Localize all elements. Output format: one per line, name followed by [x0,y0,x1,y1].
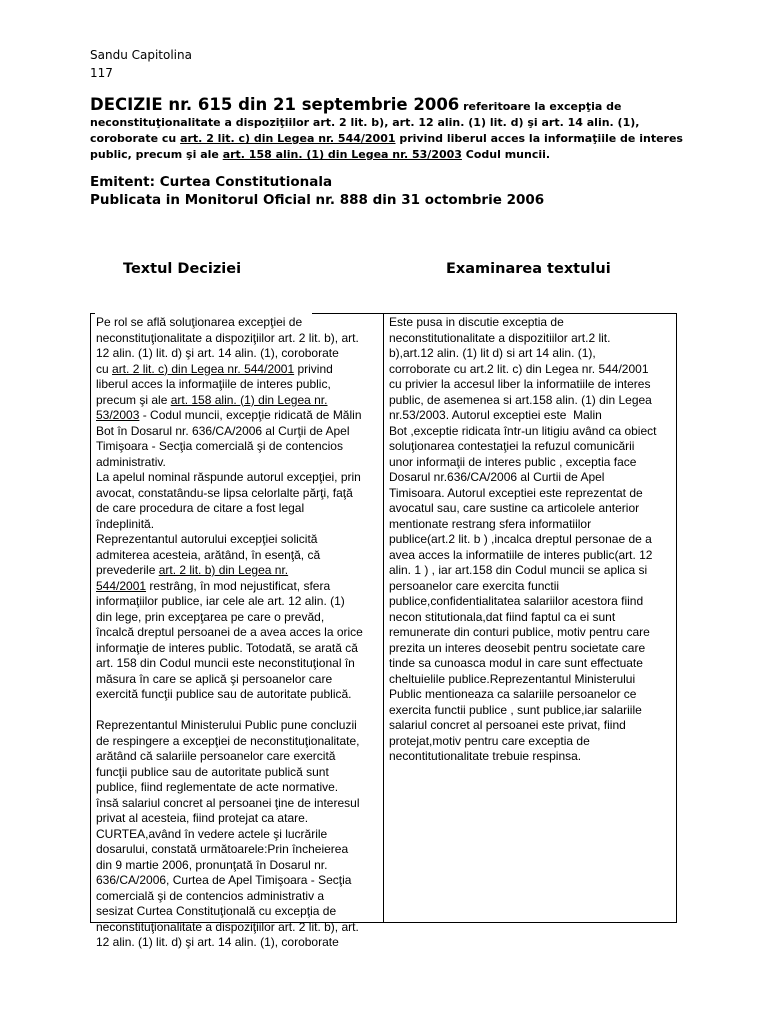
decision-paragraph: - Codul muncii, excepţie ridicată de Mălin Bot în Dosarul nr. 636/CA/2006 al Curţii de Apel Timişoara - Secţia comercială şi de contencios administrativ. La apelul nominal răspunde autorul excepţiei, prin avocat, constatându-se lipsa celorlalte părţi, faţă de care procedura de citare a fost legal îndeplinită. Reprezentantul autorului excepţiei solicită admiterea acesteia, arătând, în esenţă, că prevederile [96,408,362,577]
table-border [90,313,95,314]
law-reference-link[interactable]: art. 2 lit. b) din Legea nr. 544/2001 [96,563,289,593]
decision-paragraph: Pe rol se află soluţionarea excepţiei de neconstituţionalitate a dispoziţiilor art. 2 lit. b), art. 12 alin. (1) lit. d) şi art. 14 alin. (1), coroborate cu [96,315,359,376]
right-column-heading: Examinarea textului [446,261,611,277]
document-number: 117 [90,66,113,80]
table-border [312,313,383,314]
issuer-block [90,173,544,209]
law-reference-link-544[interactable]: art. 2 lit. c) din Legea nr. 544/2001 [180,132,396,145]
law-reference-link-53[interactable]: art. 158 alin. (1) din Legea nr. 53/2003 [222,148,462,161]
decision-paragraph: Reprezentantul Ministerului Public pune concluzii de respingere a excepţiei de neconstituţionalitate, arătând că salariile persoanelor care exercită funcţii publice sau de autoritate publică sunt publice, fiind reglementate de acte normative. însă salariul concret al persoanei ţine de interesul privat al acesteia, fiind protejat ca atare. CURTEA,având în vedere actele şi lucrările dosarului, constată următoarele:Prin încheierea din 9 martie 2006, pronunţată în Dosarul nr. 636/CA/2006, Curtea de Apel Timişoara - Secţia comercială şi de contencios administrativ a sesizat Curtea Constituţională cu excepţia de neconstituţionalitate a dispoziţiilor art. 2 lit. b), art. 12 alin. (1) lit. d) şi art. 14 alin. (1), coroborate [96,718,360,949]
examination-text-cell: Este pusa in discutie exceptia de neconstitutionalitate a dispozitiilor art.2 lit. b),art.12 alin. (1) lit d) si art 14 alin. (1), corroborate cu art.2 lit. c) din Legea nr. 544/2001 cu privier la accesul liber la informatiile de interes public, de asemenea si art.158 alin. (1) din Legea nr.53/2003. Autorul exceptiei este Malin Bot ,exceptie ridicata într-un litigiu având ca obiect soluţionarea contestaţiei la refuzul comunicării unor informaţii de interes public , exceptia face Dosarul nr.636/CA/2006 al Curtii de Apel Timisoara. Autorul exceptiei este reprezentat de avocatul sau, care sustine ca articolele anterior mentionate restrang sfera informatiilor publice(art.2 lit. b ) ,incalca dreptul personae de a avea acces la informatiile de interes public(art. 12 alin. 1 ) , iar art.158 din Codul muncii se aplica si persoanelor care exercita functii publice,confidentialitatea salariilor acestora fiind necon stitutionala,dat fiind faptul ca ei sunt remunerate din conturi publice, motiv pentru care prezita un interes deosebit pentru societate care tinde sa cunoasca modul in care sunt effectuate cheltuielile publice.Reprezentantul Ministerului Public mentioneaza ca salariile persoanelor ce exercita functii publice , sunt publice,iar salariile salariul concret al persoanei este privat, fiind protejat,motiv pentru care exceptia de necontitutionalitate trebuie respinsa. [389,315,657,763]
title-text-3: Codul muncii. [461,148,551,161]
decision-paragraph: privind liberul acces la informaţiile de interes public, precum şi ale [96,361,333,407]
publication-line: Publicata in Monitorul Oficial nr. 888 din 31 octombrie 2006 [90,192,545,208]
author-name: Sandu Capitolina [90,48,192,62]
decision-title [90,96,690,163]
title-text-2: privind liberul acces la informaţiile de interes public, precum şi ale [90,132,683,161]
decision-heading: DECIZIE nr. 615 din 21 septembrie 2006 [90,95,460,114]
comparison-table [90,313,676,949]
decision-text-cell [96,315,380,951]
issuer-line: Emitent: Curtea Constitutionala [90,174,333,190]
left-column-heading: Textul Deciziei [123,261,242,277]
law-reference-link[interactable]: art. 2 lit. c) din Legea nr. 544/2001 [112,361,295,376]
title-text-1: referitoare la excepţia de neconstituţionalitate a dispoziţiilor art. 2 lit. b), art. 12 alin. (1) lit. d) şi art. 14 alin. (1), coroborate cu [90,100,640,145]
table-divider [383,313,384,922]
table-border [90,313,91,922]
table-border [383,313,676,314]
law-reference-link[interactable]: art. 158 alin. (1) din Legea nr. 53/2003 [96,392,328,422]
decision-paragraph: restrâng, în mod nejustificat, sfera informaţiilor publice, iar cele ale art. 12 alin. (1) din lege, prin excepţarea pe care o prevăd, încalcă dreptul persoanei de a avea acces la orice informaţie de interes public. Totodată, se arată că art. 158 din Codul muncii este neconstituţional în măsura în care se aplică şi persoanelor care exercită funcţii publice sau de autoritate publică. [96,578,363,701]
document-header [90,46,192,82]
table-border [676,313,677,922]
